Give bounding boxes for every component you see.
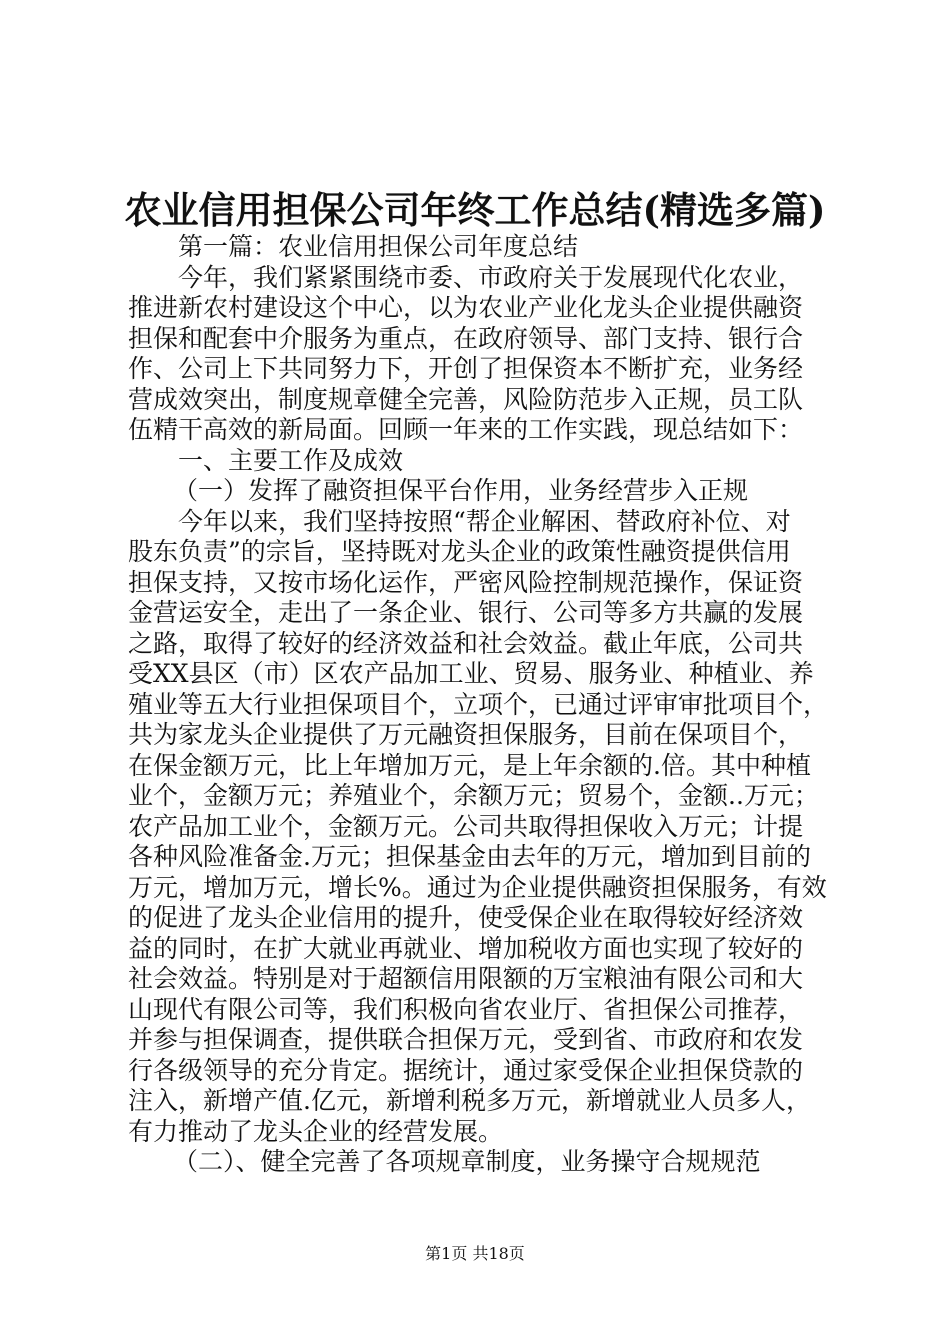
paragraph-line: 共为家龙头企业提供了万元融资担保服务，目前在保项目个， <box>128 720 804 749</box>
paragraph-line: 农产品加工业个，金额万元。公司共取得担保收入万元；计提 <box>128 811 804 841</box>
paragraph-line: 受XX县区（市）区农产品加工业、贸易、服务业、种植业、养 <box>128 659 814 688</box>
subsection-heading: （二）、健全完善了各项规章制度，业务操守合规规范 <box>173 1147 761 1176</box>
paragraph-line: 作、公司上下共同努力下，开创了担保资本不断扩充，业务经 <box>128 354 804 383</box>
page-footer: 第1页 共18页 <box>425 1244 525 1263</box>
paragraph-line: 各种风险准备金.万元；担保基金由去年的万元，增加到目前的 <box>128 842 811 871</box>
paragraph-line: 的促进了龙头企业信用的提升，使受保企业在取得较好经济效 <box>128 903 804 932</box>
paragraph-line: 股东负责”的宗旨，坚持既对龙头企业的政策性融资提供信用 <box>128 537 791 566</box>
paragraph-line: 并参与担保调查，提供联合担保万元，受到省、市政府和农发 <box>128 1025 804 1054</box>
paragraph-line: 万元，增加万元，增长%。通过为企业提供融资担保服务，有效 <box>128 872 827 902</box>
document-body <box>128 232 833 1178</box>
section-heading: 第一篇：农业信用担保公司年度总结 <box>178 232 579 261</box>
paragraph-line: 之路，取得了较好的经济效益和社会效益。截止年底，公司共 <box>128 628 804 658</box>
paragraph-line: 山现代有限公司等，我们积极向省农业厅、省担保公司推荐， <box>128 994 804 1024</box>
paragraph-line: 金营运安全，走出了一条企业、银行、公司等多方共赢的发展 <box>128 598 804 627</box>
paragraph-line: 业个，金额万元；养殖业个，余额万元；贸易个，金额..万元； <box>128 781 819 810</box>
paragraph-line: 担保和配套中介服务为重点，在政府领导、部门支持、银行合 <box>128 323 804 353</box>
paragraph-line: 推进新农村建设这个中心，以为农业产业化龙头企业提供融资 <box>128 293 804 322</box>
paragraph-line: 注入，新增产值.亿元，新增利税多万元，新增就业人员多人， <box>128 1086 811 1115</box>
section-heading: 一、主要工作及成效 <box>178 445 404 475</box>
paragraph-line: 行各级领导的充分肯定。据统计，通过家受保企业担保贷款的 <box>128 1055 804 1085</box>
paragraph-line: 今年，我们紧紧围绕市委、市政府关于发展现代化农业， <box>178 262 804 292</box>
paragraph-line: 社会效益。特别是对于超额信用限额的万宝粮油有限公司和大 <box>128 964 804 993</box>
paragraph-line: 有力推动了龙头企业的经营发展。 <box>128 1116 504 1146</box>
paragraph-line: 担保支持，又按市场化运作，严密风险控制规范操作，保证资 <box>128 567 804 597</box>
paragraph-line: 益的同时，在扩大就业再就业、增加税收方面也实现了较好的 <box>128 933 804 963</box>
paragraph-line: 殖业等五大行业担保项目个，立项个，已通过评审审批项目个， <box>128 689 829 719</box>
paragraph-line: 伍精干高效的新局面。回顾一年来的工作实践，现总结如下： <box>128 415 804 444</box>
document-title: 农业信用担保公司年终工作总结(精选多篇) <box>124 188 826 232</box>
paragraph-line: 在保金额万元，比上年增加万元，是上年余额的.倍。其中种植 <box>128 750 811 780</box>
paragraph-line: 营成效突出，制度规章健全完善，风险防范步入正规，员工队 <box>128 384 804 414</box>
subsection-heading: （一）发挥了融资担保平台作用，业务经营步入正规 <box>173 476 749 505</box>
paragraph-line: 今年以来，我们坚持按照“帮企业解困、替政府补位、对 <box>178 506 791 536</box>
